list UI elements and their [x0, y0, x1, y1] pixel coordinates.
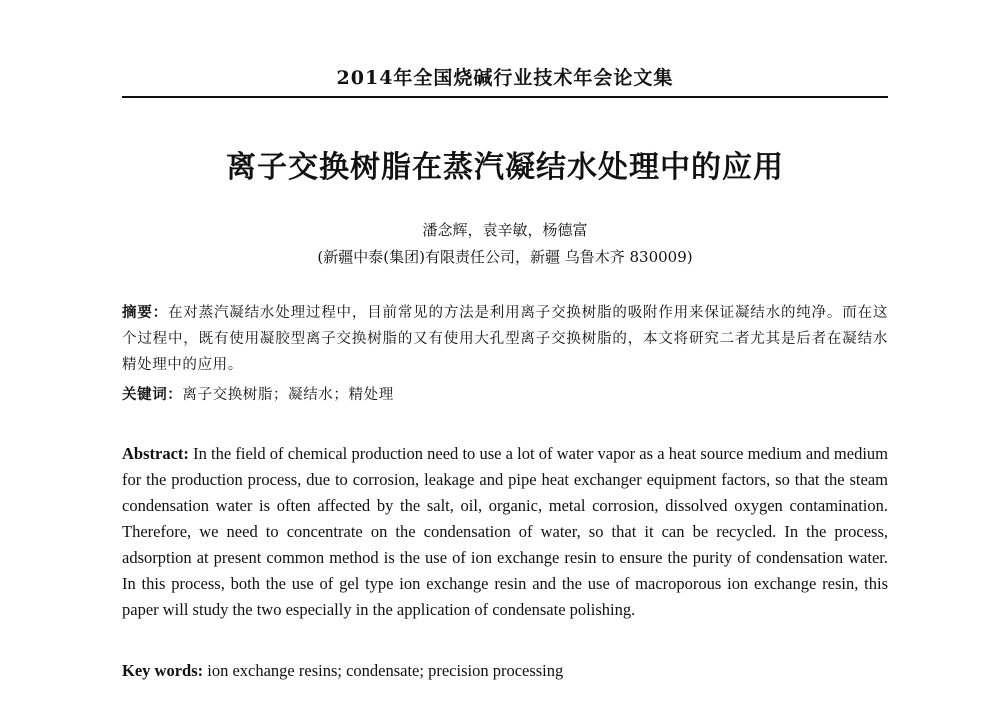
english-abstract-label: Abstract:: [122, 444, 189, 463]
chinese-abstract-label: 摘要：: [122, 305, 168, 321]
english-abstract: [122, 441, 888, 623]
chinese-abstract-text: 在对蒸汽凝结水处理过程中，目前常见的方法是利用离子交换树脂的吸附作用来保证凝结水的纯净。而在这个过程中，既有使用凝胶型离子交换树脂的又有使用大孔型离子交换树脂的，本文将研究二者尤其是后者在凝结水精处理中的应用。: [122, 305, 888, 373]
chinese-abstract: [122, 300, 888, 378]
running-header: 2014年全国烧碱行业技术年会论文集: [336, 67, 674, 89]
paper-title: 离子交换树脂在蒸汽凝结水处理中的应用: [226, 150, 784, 185]
english-keywords-text: ion exchange resins; condensate; precision processing: [207, 661, 564, 680]
english-abstract-text: In the field of chemical production need to use a lot of water vapor as a heat source medium and medium for the production process, due to corrosion, leakage and pipe heat exchanger equipment factors, so that the steam condensation water is often affected by the salt, oil, organic, metal corrosion, dissolved oxygen contamination. Therefore, we need to concentrate on the condensation of water, so that it can be recycled. In the process, adsorption at present common method is the use of ion exchange resin to ensure the purity of condensation water. In this process, both the use of gel type ion exchange resin and the use of macroporous ion exchange resin, this paper will study the two especially in the application of condensate polishing.: [122, 444, 888, 619]
header-rule: [122, 96, 888, 98]
author-list: 潘念辉，袁辛敏，杨德富: [422, 221, 588, 239]
chinese-keywords-label: 关键词：: [122, 387, 183, 403]
chinese-keywords: [122, 384, 888, 406]
author-affiliation: (新疆中泰(集团)有限责任公司，新疆 乌鲁木齐 830009): [317, 248, 693, 266]
chinese-keywords-text: 离子交换树脂；凝结水；精处理: [182, 387, 394, 403]
english-keywords-label: Key words:: [122, 661, 204, 680]
english-keywords: [122, 659, 888, 683]
